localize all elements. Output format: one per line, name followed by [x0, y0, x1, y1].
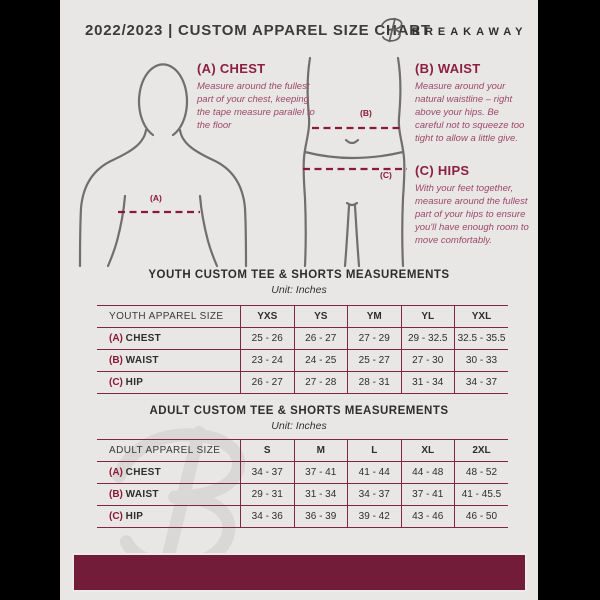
size-column-header: YL [401, 306, 455, 328]
cell: 30 - 33 [455, 350, 509, 372]
row-key: (B) [109, 355, 123, 366]
size-column-header: S [241, 440, 295, 462]
table-row [97, 462, 508, 484]
adult-table-unit: Unit: Inches [271, 420, 327, 432]
cell: 34 - 36 [241, 506, 295, 528]
cell: 29 - 32.5 [401, 328, 455, 350]
waist-line-label: (B) [360, 108, 372, 118]
row-name: CHEST [125, 333, 162, 344]
size-column-header: L [348, 440, 402, 462]
chest-line-label: (A) [150, 193, 162, 203]
youth-size-table [97, 305, 508, 394]
cell: 48 - 52 [455, 462, 509, 484]
waist-heading: (B) WAIST [415, 61, 481, 76]
table-row [97, 484, 508, 506]
size-column-header: YM [348, 306, 402, 328]
breakaway-b-logo-icon [380, 14, 406, 46]
table-row [97, 372, 508, 394]
youth-table-unit: Unit: Inches [271, 284, 327, 296]
cell: 34 - 37 [241, 462, 295, 484]
row-key: (B) [109, 489, 123, 500]
cell: 27 - 28 [294, 372, 348, 394]
hips-instructions: With your feet together, measure around the fullest part of your hips to ensure you'll have enough room to move comfortably. [415, 183, 529, 246]
cell: 43 - 46 [401, 506, 455, 528]
adult-size-table [97, 439, 508, 528]
size-column-header: YS [294, 306, 348, 328]
cell: 31 - 34 [294, 484, 348, 506]
row-label [97, 484, 241, 506]
row-key: (A) [109, 333, 123, 344]
cell: 25 - 27 [348, 350, 402, 372]
cell: 24 - 25 [294, 350, 348, 372]
cell: 28 - 31 [348, 372, 402, 394]
cell: 29 - 31 [241, 484, 295, 506]
row-name: WAIST [125, 489, 159, 500]
cell: 32.5 - 35.5 [455, 328, 509, 350]
row-key: (C) [109, 511, 123, 522]
cell: 36 - 39 [294, 506, 348, 528]
row-name: HIP [125, 511, 144, 522]
chest-heading: (A) CHEST [197, 61, 266, 76]
size-column-header: YXL [455, 306, 509, 328]
row-label [97, 372, 241, 394]
page-title: 2022/2023 | CUSTOM APPAREL SIZE CHART [85, 22, 431, 39]
youth-table-title: YOUTH CUSTOM TEE & SHORTS MEASUREMENTS [148, 269, 450, 281]
youth-size-header: YOUTH APPAREL SIZE [97, 306, 241, 328]
footer-accent-bar [72, 553, 527, 592]
hips-line-label: (C) [380, 170, 392, 180]
cell: 34 - 37 [348, 484, 402, 506]
cell: 46 - 50 [455, 506, 509, 528]
cell: 34 - 37 [455, 372, 509, 394]
adult-table-title: ADULT CUSTOM TEE & SHORTS MEASUREMENTS [149, 405, 449, 417]
row-name: WAIST [125, 355, 159, 366]
cell: 25 - 26 [241, 328, 295, 350]
table-header-row [97, 306, 508, 328]
table-row [97, 506, 508, 528]
chest-instructions: Measure around the fullest part of your chest, keeping the tape measure parallel to the floor [197, 81, 315, 131]
row-label [97, 506, 241, 528]
row-label [97, 462, 241, 484]
table-row [97, 328, 508, 350]
hips-heading: (C) HIPS [415, 163, 470, 178]
row-label [97, 328, 241, 350]
table-row [97, 350, 508, 372]
cell: 37 - 41 [401, 484, 455, 506]
waist-instructions: Measure around your natural waistline – right above your hips. Be careful not to squeeze too tight to allow a little give. [415, 81, 525, 144]
row-name: HIP [125, 377, 144, 388]
cell: 27 - 29 [348, 328, 402, 350]
cell: 44 - 48 [401, 462, 455, 484]
row-name: CHEST [125, 467, 162, 478]
brand-name: BREAKAWAY [412, 26, 528, 38]
size-column-header: YXS [241, 306, 295, 328]
size-column-header: XL [401, 440, 455, 462]
row-key: (A) [109, 467, 123, 478]
table-header-row [97, 440, 508, 462]
cell: 41 - 44 [348, 462, 402, 484]
adult-size-header: ADULT APPAREL SIZE [97, 440, 241, 462]
size-column-header: M [294, 440, 348, 462]
row-label [97, 350, 241, 372]
cell: 31 - 34 [401, 372, 455, 394]
size-chart-page [60, 0, 538, 600]
cell: 26 - 27 [294, 328, 348, 350]
size-column-header: 2XL [455, 440, 509, 462]
cell: 23 - 24 [241, 350, 295, 372]
cell: 27 - 30 [401, 350, 455, 372]
cell: 39 - 42 [348, 506, 402, 528]
cell: 41 - 45.5 [455, 484, 509, 506]
row-key: (C) [109, 377, 123, 388]
cell: 26 - 27 [241, 372, 295, 394]
cell: 37 - 41 [294, 462, 348, 484]
